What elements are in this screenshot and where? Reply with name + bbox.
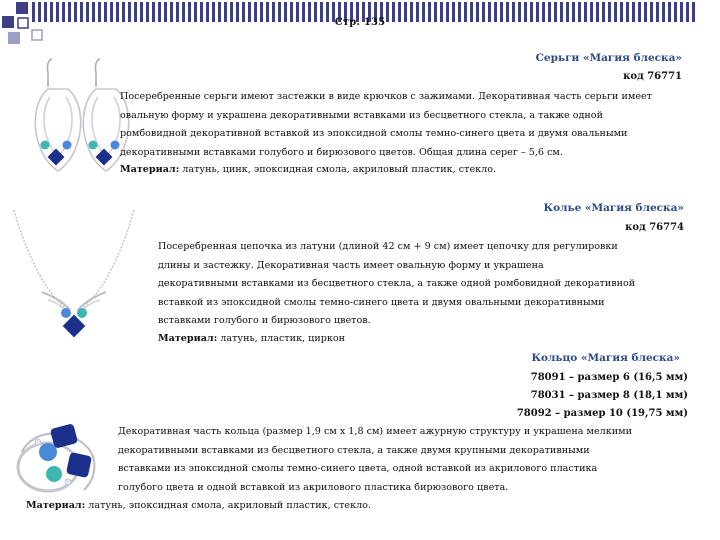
- ring-description-line: вставками из эпоксидной смолы темно-синего цвета, одной вставкой из акрилового пластика: [118, 463, 598, 475]
- necklace-description-line: вставками голубого и бирюзового цветов.: [158, 315, 371, 327]
- ring-image: [8, 412, 108, 502]
- ring-title: Кольцо «Магия блеска»: [531, 352, 680, 364]
- necklace-code: код 76774: [625, 222, 684, 233]
- earrings-material-value: латунь, цинк, эпоксидная смола, акриловый пластик, стекло.: [182, 164, 497, 175]
- necklace-material-label: Материал:: [158, 333, 218, 344]
- necklace-material: [158, 333, 345, 344]
- necklace-description-line: Посеребренная цепочка из латуни (длиной 42 см + 9 см) имеет цепочку для регулировки: [158, 241, 618, 252]
- earrings-description-line: Посеребренные серьги имеют застежки в виде крючков с зажимами. Декоративная часть серьги имеет: [120, 91, 652, 102]
- earrings-description: [120, 88, 652, 162]
- ring-size: 78091 – размер 6 (16,5 мм): [530, 372, 688, 383]
- earrings-image: [30, 55, 120, 185]
- ring-material-value: латунь, эпоксидная смола, акриловый пластик, стекло.: [88, 500, 371, 511]
- earrings-material: [120, 164, 496, 175]
- earrings-code: код 76771: [623, 71, 682, 82]
- necklace-title: Колье «Магия блеска»: [543, 202, 684, 214]
- necklace-description: [158, 238, 635, 331]
- ring-description: [118, 423, 632, 497]
- necklace-description-line: вставкой из эпоксидной смолы темно-синего цвета и двумя овальными декоративными: [158, 296, 605, 308]
- ring-description-line: Декоративная часть кольца (размер 1,9 см х 1,8 см) имеет ажурную структуру и украшена мелкими: [118, 426, 633, 437]
- earrings-description-line: декоративными вставками голубого и бирюзового цветов. Общая длина серег – 5,6 см.: [120, 146, 563, 158]
- page-number: Стр. 135: [334, 17, 386, 28]
- ring-material: [26, 500, 371, 511]
- ring-description-line: декоративными вставками из бесцветного стекла, а также двумя крупными декоративными: [118, 444, 590, 456]
- ring-material-label: Материал:: [26, 500, 86, 511]
- necklace-description-line: длины и застежку. Декоративная часть имеет овальную форму и украшена: [158, 259, 544, 271]
- necklace-image: [8, 200, 138, 350]
- earrings-material-label: Материал:: [120, 164, 180, 175]
- ring-size: 78031 – размер 8 (18,1 мм): [530, 390, 688, 401]
- earrings-description-line: ромбовидной декоративной вставкой из эпоксидной смолы темно-синего цвета и двумя овальными: [120, 128, 628, 140]
- necklace-description-line: декоративными вставками из бесцветного стекла, а также одной ромбовидной декоративной: [158, 278, 636, 290]
- earrings-description-line: овальную форму и украшена декоративными вставками из бесцветного стекла, а также одной: [120, 109, 603, 121]
- ring-size: 78092 – размер 10 (19,75 мм): [516, 408, 688, 419]
- ring-description-line: голубого цвета и одной вставкой из акрилового пластика бирюзового цвета.: [118, 481, 509, 493]
- earrings-title: Серьги «Магия блеска»: [535, 52, 682, 64]
- necklace-material-value: латунь, пластик, циркон: [220, 333, 346, 344]
